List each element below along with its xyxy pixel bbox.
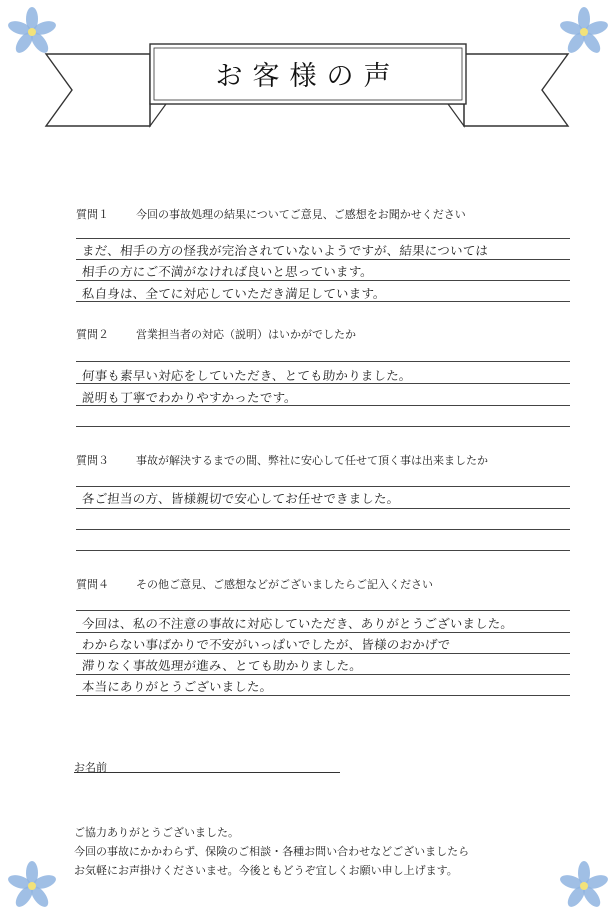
answer-line	[76, 632, 570, 633]
answer-text: 私自身は、全てに対応していただき満足しています。	[81, 286, 387, 301]
question-4	[76, 576, 433, 592]
answer-line	[76, 529, 570, 530]
question-text: 今回の事故処理の結果についてご意見、ご感想をお聞かせください	[136, 208, 466, 221]
answer-text: わからない事ばかりで不安がいっぱいでしたが、皆様のおかげで	[81, 637, 451, 652]
question-text: 営業担当者の対応（説明）はいかがでしたか	[136, 328, 356, 341]
answer-text: 滞りなく事故処理が進み、とても助かりました。	[81, 658, 363, 673]
answer-line	[76, 426, 570, 427]
answer-line	[76, 238, 570, 239]
name-label: お名前	[74, 761, 107, 774]
answer-text: 本当にありがとうございました。	[81, 679, 274, 694]
answer-line	[76, 674, 570, 675]
answer-line	[76, 508, 570, 509]
answer-text: 各ご担当の方、皆様親切で安心してお任せできました。	[81, 491, 401, 506]
question-number: 質問２	[76, 328, 109, 341]
answer-line	[76, 259, 570, 260]
flower-icon	[4, 858, 60, 914]
question-number: 質問１	[76, 208, 109, 221]
name-line	[74, 772, 340, 773]
question-text: その他ご意見、ご感想などがございましたらご記入ください	[136, 578, 433, 591]
answer-line	[76, 695, 570, 696]
footer-line: 今回の事故にかかわらず、保険のご相談・各種お問い合わせなどございましたら	[74, 845, 470, 858]
answer-line	[76, 653, 570, 654]
answer-text: 説明も丁寧でわかりやすかったです。	[81, 390, 298, 405]
footer-line: お気軽にお声掛けくださいませ。今後ともどうぞ宜しくお願い申し上げます。	[74, 864, 458, 877]
answer-text: まだ、相手の方の怪我が完治されていないようですが、結果については	[81, 243, 489, 258]
answer-line	[76, 280, 570, 281]
answer-line	[76, 550, 570, 551]
question-number: 質問３	[76, 454, 109, 467]
question-text: 事故が解決するまでの間、弊社に安心して任せて頂く事は出来ましたか	[136, 454, 488, 467]
question-1	[76, 206, 466, 222]
answer-text: 何事も素早い対応をしていただき、とても助かりました。	[81, 368, 413, 383]
answer-text: 相手の方にご不満がなければ良いと思っています。	[81, 264, 374, 279]
answer-line	[76, 610, 570, 611]
answer-line	[76, 486, 570, 487]
footer-line: ご協力ありがとうございました。	[74, 826, 239, 839]
page-title: お客様の声	[215, 60, 401, 92]
question-2	[76, 326, 356, 342]
answer-text: 今回は、私の不注意の事故に対応していただき、ありがとうございました。	[81, 616, 514, 631]
question-number: 質問４	[76, 578, 109, 591]
answer-line	[76, 361, 570, 362]
question-3	[76, 452, 488, 468]
flower-icon	[556, 858, 612, 914]
